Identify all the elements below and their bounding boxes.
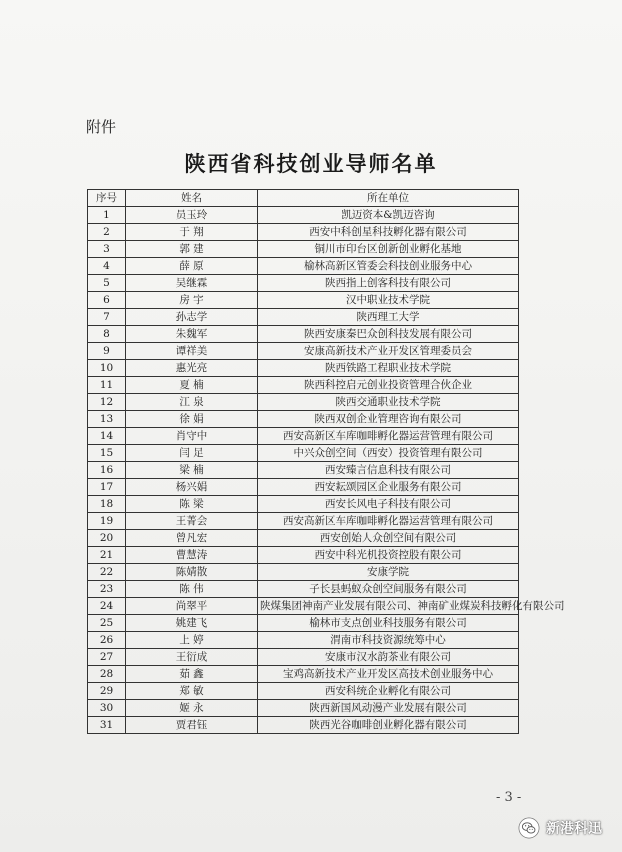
row-number-cell: 14 bbox=[88, 428, 126, 445]
table-row bbox=[88, 683, 519, 700]
header-organization: 所在单位 bbox=[258, 190, 519, 207]
row-name-cell: 姬 永 bbox=[126, 700, 258, 717]
table-row bbox=[88, 530, 519, 547]
table-header-row bbox=[88, 190, 519, 207]
row-name-cell: 谭祥美 bbox=[126, 343, 258, 360]
row-organization-cell: 子长县蚂蚁众创空间服务有限公司 bbox=[258, 581, 519, 598]
attachment-label: 附件 bbox=[86, 118, 117, 136]
row-organization-cell: 陕西新国风动漫产业发展有限公司 bbox=[258, 700, 519, 717]
watermark-text: 新港科迅 bbox=[546, 821, 602, 837]
row-organization-cell: 西安中科创星科技孵化器有限公司 bbox=[258, 224, 519, 241]
row-organization-cell: 榆林高新区管委会科技创业服务中心 bbox=[258, 258, 519, 275]
table-row bbox=[88, 207, 519, 224]
row-name-cell: 吴继霖 bbox=[126, 275, 258, 292]
row-organization-cell: 西安臻言信息科技有限公司 bbox=[258, 462, 519, 479]
row-name-cell: 尚翠平 bbox=[126, 598, 258, 615]
row-name-cell: 员玉玲 bbox=[126, 207, 258, 224]
row-organization-cell: 陕西安康秦巴众创科技发展有限公司 bbox=[258, 326, 519, 343]
row-number-cell: 20 bbox=[88, 530, 126, 547]
table-row bbox=[88, 547, 519, 564]
row-number-cell: 19 bbox=[88, 513, 126, 530]
row-organization-cell: 西安科统企业孵化有限公司 bbox=[258, 683, 519, 700]
header-name: 姓名 bbox=[126, 190, 258, 207]
row-number-cell: 22 bbox=[88, 564, 126, 581]
table-row bbox=[88, 632, 519, 649]
table-row bbox=[88, 462, 519, 479]
row-organization-cell: 安康高新技术产业开发区管理委员会 bbox=[258, 343, 519, 360]
row-number-cell: 15 bbox=[88, 445, 126, 462]
row-organization-cell: 西安长风电子科技有限公司 bbox=[258, 496, 519, 513]
page-number: - 3 - bbox=[496, 790, 522, 805]
row-name-cell: 郑 敏 bbox=[126, 683, 258, 700]
row-name-cell: 曹慧涛 bbox=[126, 547, 258, 564]
table-row bbox=[88, 377, 519, 394]
row-number-cell: 30 bbox=[88, 700, 126, 717]
row-number-cell: 25 bbox=[88, 615, 126, 632]
row-number-cell: 2 bbox=[88, 224, 126, 241]
table-row bbox=[88, 241, 519, 258]
row-number-cell: 12 bbox=[88, 394, 126, 411]
row-number-cell: 11 bbox=[88, 377, 126, 394]
row-organization-cell: 凯迈资本&凯迈咨询 bbox=[258, 207, 519, 224]
header-number: 序号 bbox=[88, 190, 126, 207]
row-number-cell: 8 bbox=[88, 326, 126, 343]
row-name-cell: 陈婧散 bbox=[126, 564, 258, 581]
row-name-cell: 王菁会 bbox=[126, 513, 258, 530]
table-row bbox=[88, 479, 519, 496]
row-organization-cell: 安康市汉水韵茶业有限公司 bbox=[258, 649, 519, 666]
row-name-cell: 徐 娟 bbox=[126, 411, 258, 428]
row-number-cell: 16 bbox=[88, 462, 126, 479]
table-row bbox=[88, 326, 519, 343]
table-row bbox=[88, 666, 519, 683]
row-name-cell: 陈 伟 bbox=[126, 581, 258, 598]
row-organization-cell: 西安高新区车库咖啡孵化器运营管理有限公司 bbox=[258, 513, 519, 530]
row-name-cell: 陈 梁 bbox=[126, 496, 258, 513]
table-row bbox=[88, 394, 519, 411]
row-organization-cell: 宝鸡高新技术产业开发区高技术创业服务中心 bbox=[258, 666, 519, 683]
table-row bbox=[88, 700, 519, 717]
row-organization-cell: 陕西指上创客科技有限公司 bbox=[258, 275, 519, 292]
table-row bbox=[88, 598, 519, 615]
row-organization-cell: 陕西交通职业技术学院 bbox=[258, 394, 519, 411]
row-name-cell: 薛 原 bbox=[126, 258, 258, 275]
row-organization-cell: 西安高新区车库咖啡孵化器运营管理有限公司 bbox=[258, 428, 519, 445]
row-number-cell: 10 bbox=[88, 360, 126, 377]
document-title: 陕西省科技创业导师名单 bbox=[184, 151, 438, 176]
row-number-cell: 4 bbox=[88, 258, 126, 275]
row-organization-cell: 西安创始人众创空间有限公司 bbox=[258, 530, 519, 547]
row-name-cell: 夏 楠 bbox=[126, 377, 258, 394]
row-organization-cell: 陕西光谷咖啡创业孵化器有限公司 bbox=[258, 717, 519, 734]
row-name-cell: 于 翔 bbox=[126, 224, 258, 241]
table-row bbox=[88, 496, 519, 513]
table-row bbox=[88, 275, 519, 292]
table-row bbox=[88, 615, 519, 632]
row-number-cell: 28 bbox=[88, 666, 126, 683]
row-name-cell: 郭 建 bbox=[126, 241, 258, 258]
row-name-cell: 姚建飞 bbox=[126, 615, 258, 632]
table-row bbox=[88, 343, 519, 360]
row-number-cell: 13 bbox=[88, 411, 126, 428]
table-row bbox=[88, 717, 519, 734]
row-number-cell: 6 bbox=[88, 292, 126, 309]
row-number-cell: 24 bbox=[88, 598, 126, 615]
table-row bbox=[88, 292, 519, 309]
row-number-cell: 21 bbox=[88, 547, 126, 564]
row-organization-cell: 汉中职业技术学院 bbox=[258, 292, 519, 309]
row-organization-cell: 陕西铁路工程职业技术学院 bbox=[258, 360, 519, 377]
row-name-cell: 曾凡宏 bbox=[126, 530, 258, 547]
row-organization-cell: 陕西双创企业管理咨询有限公司 bbox=[258, 411, 519, 428]
table-row bbox=[88, 649, 519, 666]
row-number-cell: 26 bbox=[88, 632, 126, 649]
table-row bbox=[88, 564, 519, 581]
row-number-cell: 7 bbox=[88, 309, 126, 326]
table-row bbox=[88, 258, 519, 275]
wechat-icon bbox=[518, 817, 540, 839]
row-name-cell: 王衍成 bbox=[126, 649, 258, 666]
row-name-cell: 房 宇 bbox=[126, 292, 258, 309]
row-name-cell: 肖守中 bbox=[126, 428, 258, 445]
table-row bbox=[88, 411, 519, 428]
row-organization-cell: 榆林市支点创业科技服务有限公司 bbox=[258, 615, 519, 632]
row-name-cell: 贾君钰 bbox=[126, 717, 258, 734]
row-organization-cell: 陕煤集团神南产业发展有限公司、神南矿业煤炭科技孵化有限公司 bbox=[258, 598, 519, 615]
row-number-cell: 5 bbox=[88, 275, 126, 292]
row-name-cell: 朱魏军 bbox=[126, 326, 258, 343]
table-row bbox=[88, 513, 519, 530]
table-row bbox=[88, 581, 519, 598]
mentor-table bbox=[87, 189, 565, 734]
row-number-cell: 27 bbox=[88, 649, 126, 666]
row-number-cell: 1 bbox=[88, 207, 126, 224]
row-name-cell: 杨兴娟 bbox=[126, 479, 258, 496]
row-name-cell: 上 婷 bbox=[126, 632, 258, 649]
row-name-cell: 茹 鑫 bbox=[126, 666, 258, 683]
row-number-cell: 23 bbox=[88, 581, 126, 598]
row-organization-cell: 渭南市科技资源统筹中心 bbox=[258, 632, 519, 649]
row-organization-cell: 西安中科光机投资控股有限公司 bbox=[258, 547, 519, 564]
row-organization-cell: 陕西科控启元创业投资管理合伙企业 bbox=[258, 377, 519, 394]
row-name-cell: 梁 楠 bbox=[126, 462, 258, 479]
row-name-cell: 孙志学 bbox=[126, 309, 258, 326]
row-name-cell: 惠光亮 bbox=[126, 360, 258, 377]
row-organization-cell: 中兴众创空间（西安）投资管理有限公司 bbox=[258, 445, 519, 462]
row-organization-cell: 陕西理工大学 bbox=[258, 309, 519, 326]
row-organization-cell: 安康学院 bbox=[258, 564, 519, 581]
row-organization-cell: 铜川市印台区创新创业孵化基地 bbox=[258, 241, 519, 258]
row-number-cell: 3 bbox=[88, 241, 126, 258]
table-row bbox=[88, 360, 519, 377]
row-number-cell: 9 bbox=[88, 343, 126, 360]
row-number-cell: 18 bbox=[88, 496, 126, 513]
table-row bbox=[88, 309, 519, 326]
watermark bbox=[518, 816, 602, 840]
row-name-cell: 江 泉 bbox=[126, 394, 258, 411]
row-number-cell: 31 bbox=[88, 717, 126, 734]
row-number-cell: 29 bbox=[88, 683, 126, 700]
table-row bbox=[88, 445, 519, 462]
row-number-cell: 17 bbox=[88, 479, 126, 496]
row-name-cell: 闫 足 bbox=[126, 445, 258, 462]
table-row bbox=[88, 428, 519, 445]
table-row bbox=[88, 224, 519, 241]
row-organization-cell: 西安耘颂园区企业服务有限公司 bbox=[258, 479, 519, 496]
